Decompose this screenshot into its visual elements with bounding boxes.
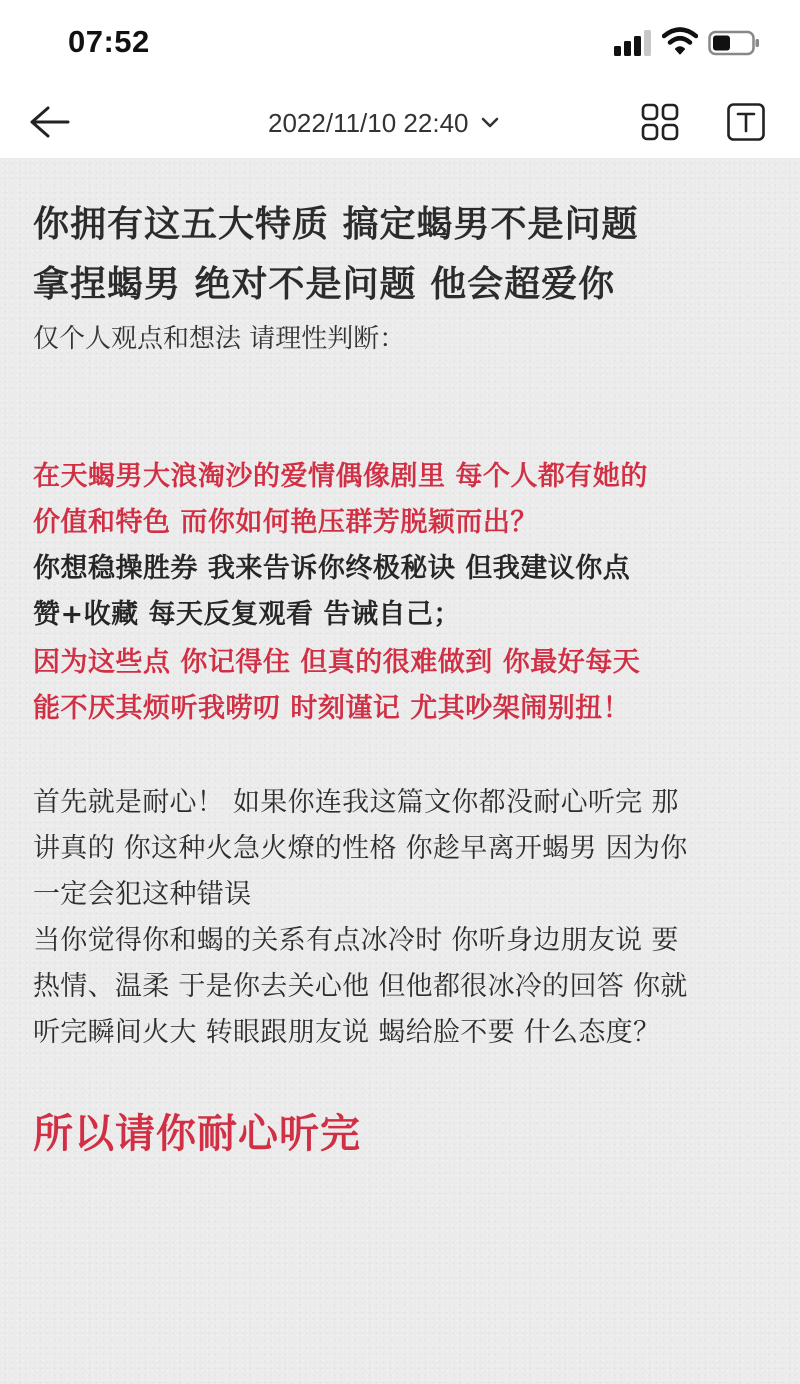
body-paragraph-1-line-3: 一定会犯这种错误 (33, 879, 252, 910)
body-paragraph-2-line-1: 当你觉得你和蝎的关系有点冰冷时 你听身边朋友说 要 (33, 925, 679, 956)
red-paragraph-2-line-1: 因为这些点 你记得住 但真的很难做到 你最好每天 (33, 647, 641, 678)
body-paragraph-2-line-2: 热情、温柔 于是你去关心他 但他都很冰冷的回答 你就 (33, 971, 688, 1002)
back-arrow-icon[interactable] (26, 102, 72, 142)
note-title-line-2: 拿捏蝎男 绝对不是问题 他会超爱你 (33, 264, 616, 305)
text-format-icon[interactable] (726, 102, 766, 142)
body-paragraph-1-line-1: 首先就是耐心！ 如果你连我这篇文你都没耐心听完 那 (33, 787, 679, 818)
note-subtitle: 仅个人观点和想法 请理性判断： (33, 324, 406, 354)
note-date-selector[interactable] (268, 104, 500, 142)
bold-paragraph-line-1: 你想稳操胜券 我来告诉你终极秘诀 但我建议你点 (33, 553, 631, 584)
chevron-down-icon (480, 116, 500, 130)
closing-heading: 所以请你耐心听完 (33, 1111, 361, 1157)
cellular-signal-icon (614, 30, 654, 56)
wifi-icon (662, 26, 698, 56)
note-title-line-1: 你拥有这五大特质 搞定蝎男不是问题 (33, 204, 639, 245)
status-bar (0, 0, 800, 86)
body-paragraph-1-line-2: 讲真的 你这种火急火燎的性格 你趁早离开蝎男 因为你 (33, 833, 688, 864)
battery-icon (708, 30, 760, 56)
red-paragraph-1-line-2: 价值和特色 而你如何艳压群芳脱颖而出？ (33, 507, 538, 538)
grid-view-icon[interactable] (640, 102, 680, 142)
body-paragraph-2-line-3: 听完瞬间火大 转眼跟朋友说 蝎给脸不要 什么态度？ (33, 1017, 661, 1048)
note-date: 2022/11/10 22:40 (268, 107, 469, 138)
bold-paragraph-line-2: 赞+收藏 每天反复观看 告诫自己； (33, 599, 461, 630)
status-time: 07:52 (68, 24, 150, 59)
red-paragraph-2-line-2: 能不厌其烦听我唠叨 时刻谨记 尤其吵架闹别扭！ (33, 693, 631, 724)
note-nav-bar (0, 86, 800, 158)
red-paragraph-1-line-1: 在天蝎男大浪淘沙的爱情偶像剧里 每个人都有她的 (33, 461, 648, 492)
note-content-area[interactable] (0, 158, 800, 1384)
